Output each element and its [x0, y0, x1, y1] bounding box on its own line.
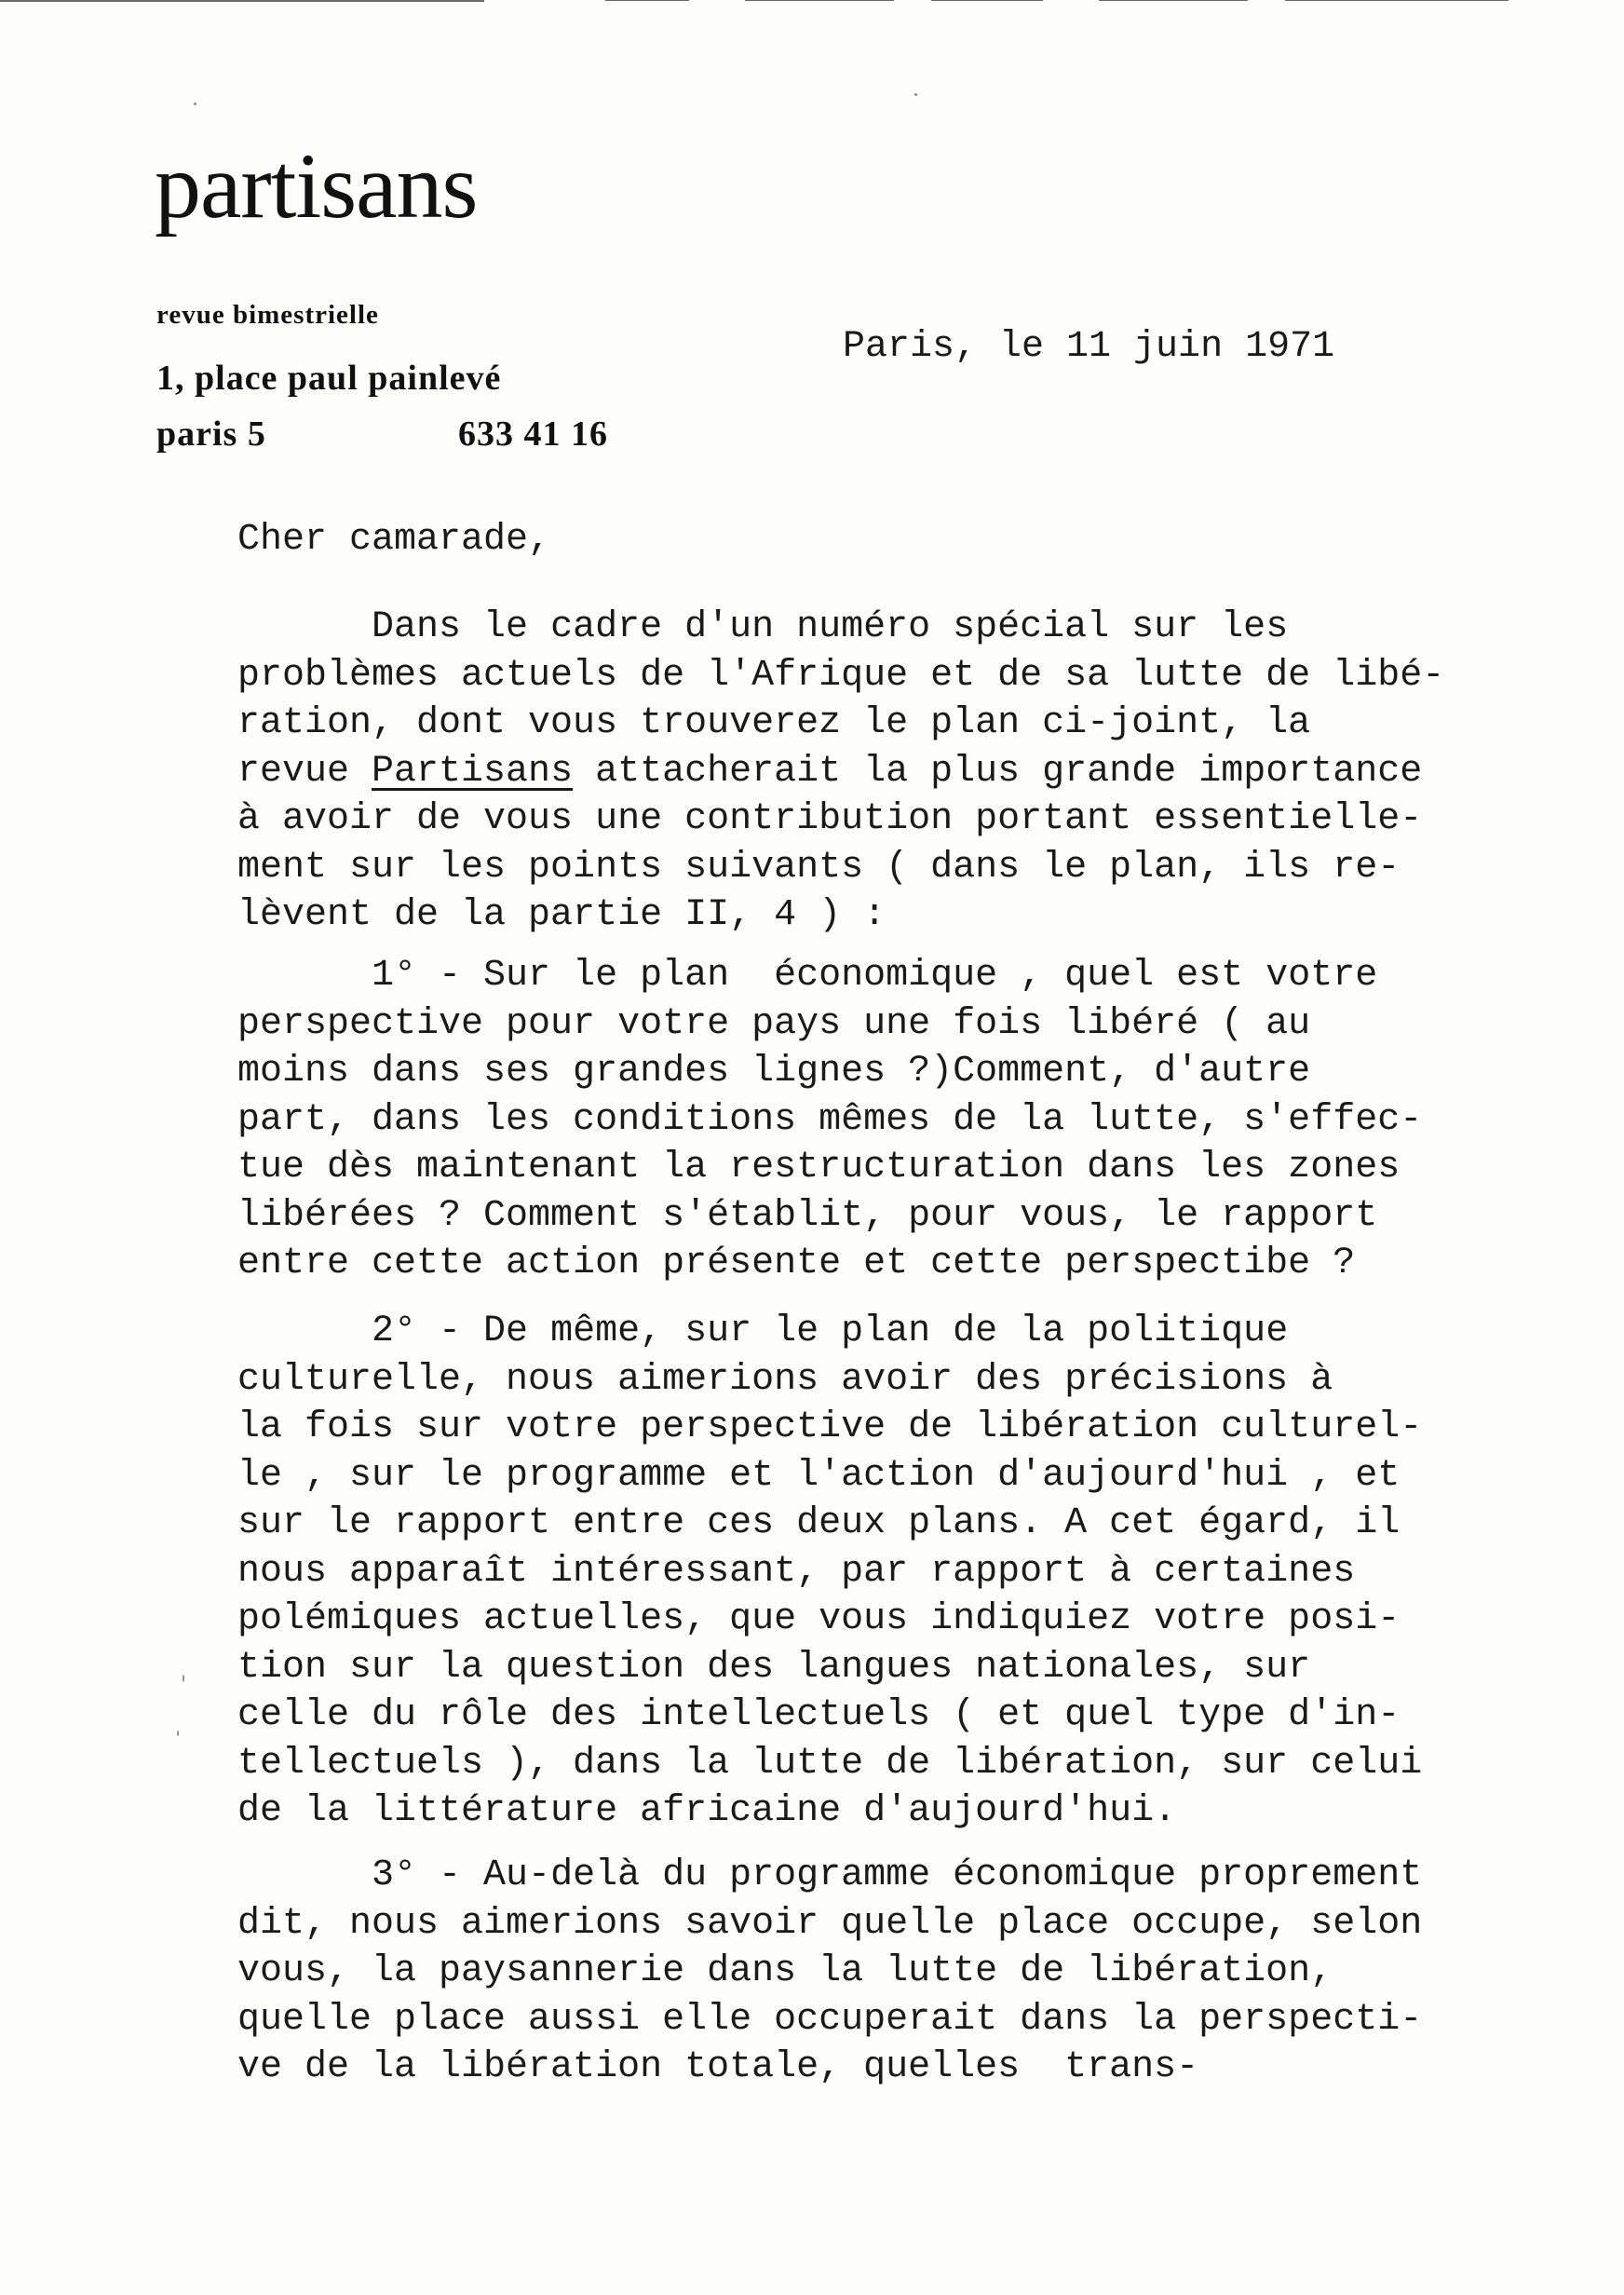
paragraph-point-3 — [237, 1852, 1541, 2092]
paragraph-intro — [237, 604, 1541, 940]
text-fragment: revue — [237, 750, 372, 793]
text-line: à avoir de vous une contribution portant essentielle- — [237, 798, 1423, 840]
text-line: part, dans les conditions mêmes de la lutte, s'effec- — [237, 1098, 1423, 1141]
scan-speck — [194, 102, 196, 105]
journal-name-underlined: Partisans — [372, 750, 574, 793]
masthead-city: paris 5 — [156, 414, 266, 454]
text-line: moins dans ses grandes lignes ?)Comment, d'autre — [237, 1051, 1311, 1093]
salutation: Cher camarade, — [237, 519, 551, 561]
text-line — [237, 748, 1541, 796]
text-line: tellectuels ), dans la lutte de libération, sur celui — [237, 1742, 1423, 1785]
masthead-address: 1, place paul painlevé — [156, 359, 502, 398]
text-line: dit, nous aimerions savoir quelle place occupe, selon — [237, 1902, 1423, 1945]
scan-edge-rule — [931, 0, 1043, 1]
text-line: libérées ? Comment s'établit, pour vous, le rapport — [237, 1194, 1378, 1237]
text-line: la fois sur votre perspective de libération culturel- — [237, 1406, 1423, 1448]
text-line: celle du rôle des intellectuels ( et quel type d'in- — [237, 1694, 1401, 1736]
masthead-phone: 633 41 16 — [458, 414, 608, 454]
text-line: tue dès maintenant la restructuration dans les zones — [237, 1147, 1401, 1188]
scan-speck — [183, 1675, 184, 1682]
text-line: entre cette action présente et cette perspectibe ? — [237, 1243, 1356, 1284]
scan-edge-rule — [605, 0, 689, 1]
text-line: ve de la libération totale, quelles trans- — [237, 2046, 1199, 2088]
text-fragment: attacherait la plus grande importance — [573, 750, 1423, 793]
scan-edge-rule — [745, 0, 894, 1]
text-line: polémiques actuelles, que vous indiquiez votre posi- — [237, 1598, 1401, 1640]
text-line: vous, la paysannerie dans la lutte de libération, — [237, 1950, 1333, 1992]
scan-edge-rule — [1099, 0, 1248, 1]
scan-edge-rule — [1285, 0, 1509, 1]
scan-speck — [914, 93, 917, 96]
text-line: Dans le cadre d'un numéro spécial sur les — [372, 606, 1289, 648]
text-line: le , sur le programme et l'action d'aujourd'hui , et — [237, 1454, 1401, 1497]
text-line: 2° - De même, sur le plan de la politique — [372, 1310, 1289, 1352]
text-line: nous apparaît intéressant, par rapport à certaines — [237, 1550, 1356, 1593]
paragraph-point-2 — [237, 1308, 1541, 1836]
text-line: lèvent de la partie II, 4 ) : — [237, 894, 886, 936]
text-line: ment sur les points suivants ( dans le plan, ils re- — [237, 846, 1401, 889]
text-line: tion sur la question des langues nationales, sur — [237, 1646, 1311, 1689]
text-line: problèmes actuels de l'Afrique et de sa lutte de libé- — [237, 654, 1445, 697]
text-line: culturelle, nous aimerions avoir des précisions à — [237, 1358, 1333, 1401]
letter-date: Paris, le 11 juin 1971 — [843, 326, 1335, 368]
scan-edge-rule — [0, 0, 484, 2]
text-line: 1° - Sur le plan économique , quel est votre — [372, 955, 1378, 997]
text-line: de la littérature africaine d'aujourd'hui. — [237, 1790, 1177, 1832]
scan-speck — [177, 1731, 179, 1736]
text-line: 3° - Au-delà du programme économique proprement — [372, 1854, 1423, 1896]
text-line: quelle place aussi elle occuperait dans la perspecti- — [237, 1998, 1423, 2041]
text-line: ration, dont vous trouverez le plan ci-joint, la — [237, 702, 1311, 744]
masthead-subtitle: revue bimestrielle — [156, 300, 379, 330]
text-line: perspective pour votre pays une fois libéré ( au — [237, 1002, 1311, 1045]
masthead-title: partisans — [155, 134, 478, 238]
paragraph-point-1 — [237, 952, 1541, 1288]
text-line: sur le rapport entre ces deux plans. A cet égard, il — [237, 1502, 1401, 1544]
